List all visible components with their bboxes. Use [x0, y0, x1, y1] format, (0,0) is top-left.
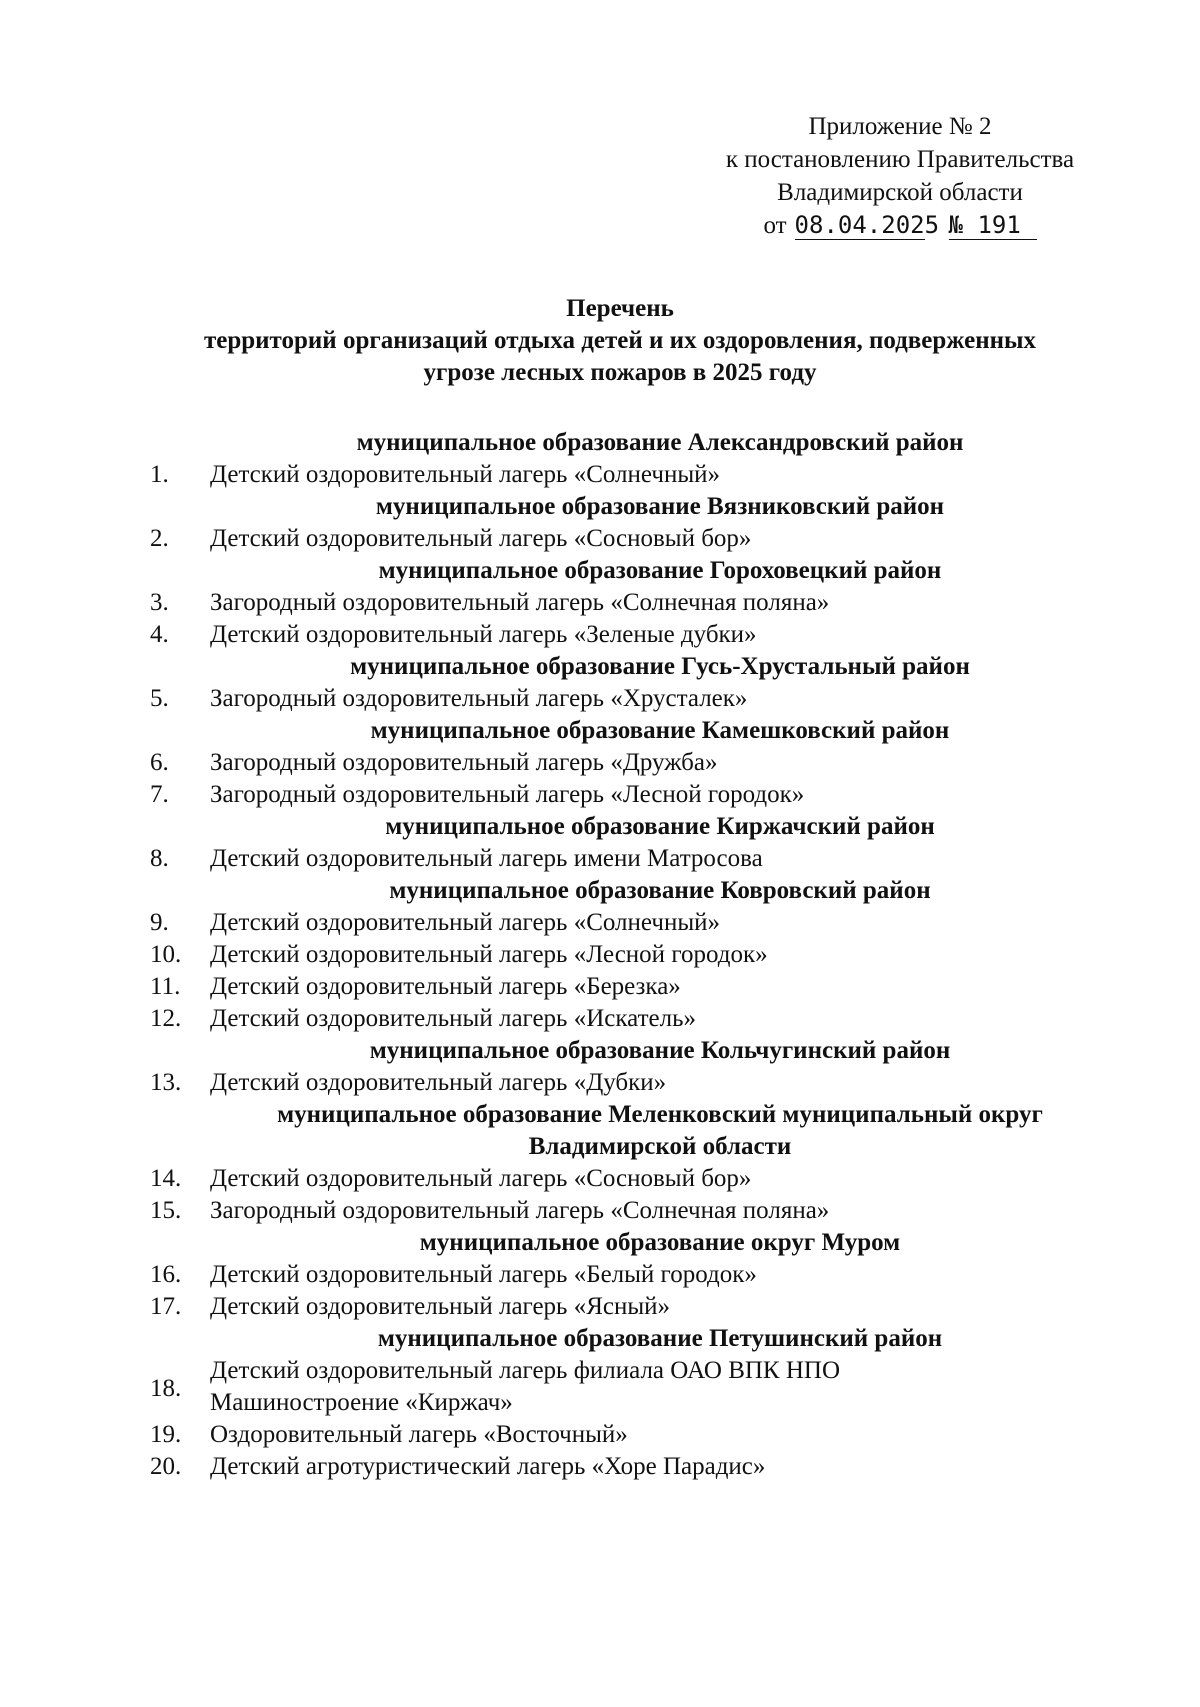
- title-line-2: территорий организаций отдыха детей и их оздоровления, подверженных: [203, 327, 1037, 354]
- decree-number: № 191: [949, 211, 1037, 240]
- title-line-1: Перечень: [566, 295, 674, 322]
- item-text: Детский оздоровительный лагерь «Сосновый бор»: [210, 1165, 752, 1192]
- item-number: 1.: [150, 461, 169, 488]
- item-text: Оздоровительный лагерь «Восточный»: [210, 1421, 628, 1448]
- decree-date: 08.04.2025: [794, 211, 940, 239]
- item-number: 17.: [150, 1293, 182, 1320]
- list-item: [150, 747, 1110, 779]
- item-text: Детский оздоровительный лагерь «Солнечный»: [210, 909, 721, 936]
- list-item: [150, 1067, 1110, 1099]
- item-text: [210, 1355, 1110, 1419]
- list-item: [150, 1003, 1110, 1035]
- item-text: Загородный оздоровительный лагерь «Солнечная поляна»: [210, 589, 830, 616]
- list-item: [150, 683, 1110, 715]
- item-number: 20.: [150, 1453, 182, 1480]
- item-text: Детский оздоровительный лагерь «Зеленые дубки»: [210, 621, 757, 648]
- item-text: Детский оздоровительный лагерь «Искатель»: [210, 1005, 696, 1032]
- list-item: [150, 523, 1110, 555]
- item-text: Детский агротуристический лагерь «Хоре Парадис»: [210, 1453, 766, 1480]
- item-text: Детский оздоровительный лагерь «Белый городок»: [210, 1261, 757, 1288]
- appendix-number: Приложение № 2: [808, 113, 992, 140]
- item-text: Детский оздоровительный лагерь имени Матросова: [210, 845, 763, 872]
- item-text: Детский оздоровительный лагерь «Сосновый бор»: [210, 525, 752, 552]
- item-number: 15.: [150, 1197, 182, 1224]
- section-heading: муниципальное образование Ковровский район: [389, 877, 931, 904]
- item-number: 4.: [150, 621, 169, 648]
- section-heading: муниципальное образование округ Муром: [419, 1229, 901, 1256]
- document-title: [120, 293, 1120, 389]
- appendix-date-line: [700, 209, 1100, 242]
- section-heading: муниципальное образование Кольчугинский район: [369, 1037, 951, 1064]
- title-line-3: угрозе лесных пожаров в 2025 году: [423, 359, 817, 386]
- list-item: [150, 1291, 1110, 1323]
- list-item: [150, 907, 1110, 939]
- item-text: Детский оздоровительный лагерь «Березка»: [210, 973, 681, 1000]
- from-label: от: [763, 212, 787, 239]
- section-heading: муниципальное образование Камешковский район: [370, 717, 950, 744]
- list-item: [150, 843, 1110, 875]
- item-number: 2.: [150, 525, 169, 552]
- item-number: 10.: [150, 941, 182, 968]
- item-number: 6.: [150, 749, 169, 776]
- item-text: Детский оздоровительный лагерь «Ясный»: [210, 1293, 671, 1320]
- section-heading: муниципальное образование Киржачский район: [385, 813, 935, 840]
- appendix-header: [700, 110, 1100, 242]
- section-heading: муниципальное образование Гороховецкий район: [378, 557, 942, 584]
- item-number: 9.: [150, 909, 169, 936]
- item-number: 18.: [150, 1375, 182, 1402]
- camp-list: [150, 427, 1110, 1483]
- item-text: Загородный оздоровительный лагерь «Дружба»: [210, 749, 718, 776]
- list-item: [150, 971, 1110, 1003]
- item-text-line-1: Детский оздоровительный лагерь филиала ОАО ВПК НПО: [210, 1357, 841, 1384]
- list-item: [150, 939, 1110, 971]
- item-number: 12.: [150, 1005, 182, 1032]
- section-heading: муниципальное образование Вязниковский район: [375, 493, 945, 520]
- item-number: 5.: [150, 685, 169, 712]
- item-number: 8.: [150, 845, 169, 872]
- item-text: Загородный оздоровительный лагерь «Хрусталек»: [210, 685, 748, 712]
- list-item: [150, 1163, 1110, 1195]
- appendix-reference: к постановлению Правительства: [725, 146, 1075, 173]
- item-number: 16.: [150, 1261, 182, 1288]
- section-heading: муниципальное образование Александровский район: [356, 429, 964, 456]
- item-text: Детский оздоровительный лагерь «Солнечный»: [210, 461, 721, 488]
- item-text: Детский оздоровительный лагерь «Дубки»: [210, 1069, 667, 1096]
- list-item: [150, 619, 1110, 651]
- item-number: 13.: [150, 1069, 182, 1096]
- item-number: 19.: [150, 1421, 182, 1448]
- list-item: [150, 459, 1110, 491]
- list-item: [150, 1451, 1110, 1483]
- list-item: [150, 1355, 1110, 1419]
- list-item: [150, 1419, 1110, 1451]
- item-text: Детский оздоровительный лагерь «Лесной городок»: [210, 941, 768, 968]
- list-item: [150, 587, 1110, 619]
- item-number: 11.: [150, 973, 181, 1000]
- list-item: [150, 1259, 1110, 1291]
- item-text: Загородный оздоровительный лагерь «Солнечная поляна»: [210, 1197, 830, 1224]
- item-number: 3.: [150, 589, 169, 616]
- appendix-region: Владимирской области: [777, 179, 1023, 206]
- item-text: Загородный оздоровительный лагерь «Лесной городок»: [210, 781, 805, 808]
- item-number: 7.: [150, 781, 169, 808]
- section-heading: муниципальное образование Гусь-Хрустальный район: [350, 653, 970, 680]
- section-heading-continued: Владимирской области: [528, 1133, 792, 1160]
- list-item: [150, 1195, 1110, 1227]
- section-heading: муниципальное образование Меленковский муниципальный округ: [277, 1101, 1043, 1128]
- section-heading: муниципальное образование Петушинский район: [377, 1325, 943, 1352]
- item-number: 14.: [150, 1165, 182, 1192]
- item-text-line-2: Машиностроение «Киржач»: [210, 1389, 513, 1416]
- list-item: [150, 779, 1110, 811]
